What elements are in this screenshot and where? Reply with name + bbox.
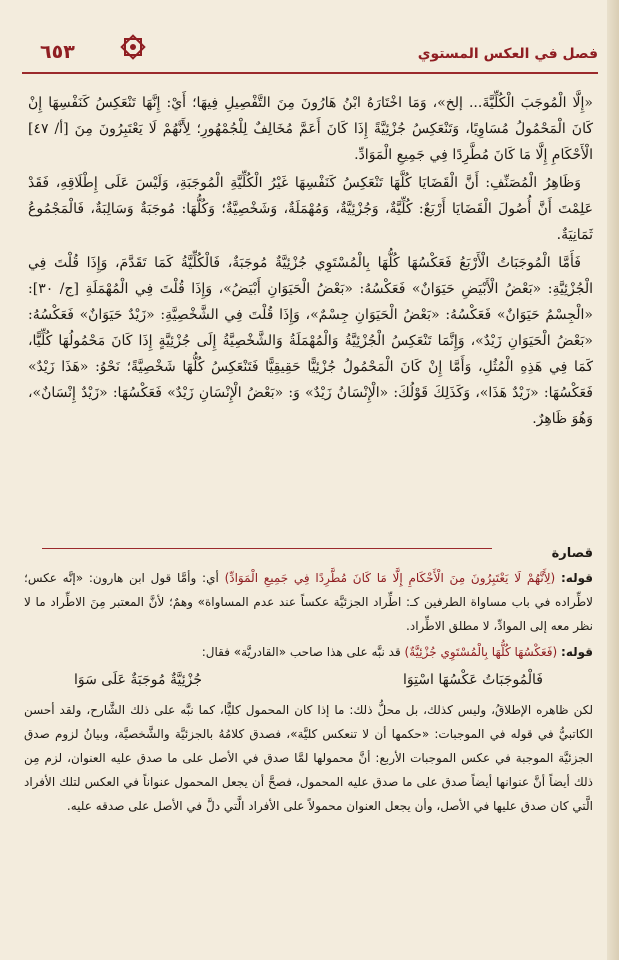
note-quote: (فَعَكْسُهَا كُلُّهَا بِالْمُسْتَوِي جُزْئِيَّةٌ)	[404, 645, 558, 659]
commentary-title: قصارة	[551, 546, 593, 561]
page-header	[22, 34, 598, 72]
note-quote: (لِأَنَّهُمْ لَا يَعْتَبِرُونَ مِنَ الْأَحْكَامِ إِلَّا مَا كَانَ مُطَّرِدًا فِي جَمِيعِ الْمَوَادِّ)	[224, 571, 556, 585]
chapter-title: فصل في العكس المستوي	[417, 46, 598, 62]
commentary-closing: لكن ظاهره الإطلاقُ، وليس كذلك، بل محلُّ ذلك: ما إذا كان المحمول كليًّا، كما نبَّه على ذلك الشَّارح، ولقد أحسن الكاتبيُّ في قوله في الموجبات: «حكمها أن لا تنعكس كليَّة»، فصدق كلامُهُ بالجزئيَّة والشَّخصيَّة، وبيانُ لزوم صدق الجزئيَّة الموجبة في عكس الموجبات الأربع: أنَّ محمولها لمَّا صدق في الأصل على ما صدق عليه العنوان، لزم مِن ذلك أيضاً أنَّ عنوانها أيضاً صدق على ما صدق عليه المحمول، فصحَّ أن يجعل المحمول عنواناً في العكس لتلك الأفراد الَّتي كان صدق عليها في الأصل، وأن يجعل العنوان محمولاً على الأفراد الَّتي دلَّ في الأصل على صدقه عليه.	[24, 703, 593, 813]
commentary-divider	[42, 548, 492, 549]
commentary-section	[24, 566, 593, 820]
verse-hemistich-left: جُزْئِيَّةٌ مُوجَبَةٌ عَلَى سَوَا	[74, 672, 202, 688]
main-paragraph-2: وَظَاهِرُ الْمُصَنِّفِ: أَنَّ الْقَضَايَا كُلَّهَا تَنْعَكِسُ كَنَفْسِهَا غَيْرُ الْكُلِّيَّةِ الْمُوجَبَةِ، وَلَيْسَ عَلَى إِطْلَاقِهِ، فَقَدْ عَلِمْتَ أَنَّ أُصُولَ الْقَضَايَا أَرْبَعٌ: كُلِّيَّةٌ، وَجُزْئِيَّةٌ، وَمُهْمَلَةٌ، وَشَخْصِيَّةٌ؛ وَكُلُّهَا: مُوجَبَةٌ وَسَالِبَةٌ، فَالْمَجْمُوعُ ثَمَانِيَةٌ.	[28, 175, 593, 243]
commentary-note-2	[24, 640, 593, 664]
main-paragraph-1: «إِلَّا الْمُوجَبَ الْكُلِّيَّةَ... إلخ»، وَمَا اخْتَارَهُ ابْنُ هَارُونَ مِنَ التَّفْصِيلِ فِيهَا؛ أَيْ: إِنَّهَا تَنْعَكِسُ كَنَفْسِهَا إِنْ كَانَ الْمَحْمُولُ مُسَاوِيًا، وَتَنْعَكِسُ جُزْئِيَّةً إِذَا كَانَ أَعَمَّ مُخَالِفٌ لِلْجُمْهُورِ؛ لِأَنَّهُمْ لَا يَعْتَبِرُونَ مِنَ [أ/ ٤٧] الْأَحْكَامِ إِلَّا مَا كَانَ مُطَّرِدًا فِي جَمِيعِ الْمَوَادِّ.	[28, 95, 593, 163]
page-edge	[607, 0, 619, 960]
note-label: قوله:	[561, 645, 593, 659]
commentary-note-1	[24, 566, 593, 638]
poem-verse	[74, 668, 543, 692]
note-label: قوله:	[561, 571, 593, 585]
header-divider	[22, 72, 598, 74]
page-number: ٦٥٣	[40, 41, 75, 63]
main-text	[28, 90, 593, 434]
ornament-icon	[120, 34, 146, 60]
verse-hemistich-right: فَالْمُوجَبَاتُ عَكْسُهَا اسْتِوَا	[402, 672, 543, 688]
note-text: قد نبَّه على هذا صاحب «القادريَّة» فقال:	[201, 645, 401, 659]
main-paragraph-3: فَأَمَّا الْمُوجَبَاتُ الْأَرْبَعُ فَعَكْسُهَا كُلُّهَا بِالْمُسْتَوِي جُزْئِيَّةٌ مُوجَبَةٌ، فَالْكُلِّيَّةُ كَمَا تَقَدَّمَ، وَإِذَا قُلْتَ فِي الْجُزْئِيَّةِ: «بَعْضُ الْأَبْيَضِ حَيَوَانٌ» فَعَكْسُهُ: «بَعْضُ الْحَيَوَانِ أَبْيَضُ»، وَإِذَا قُلْتَ فِي الْمُهْمَلَةِ [ج/ ٣٠]: «الْجِسْمُ حَيَوَانٌ» فَعَكْسُهُ: «بَعْضُ الْحَيَوَانِ جِسْمٌ»، وَإِذَا قُلْتَ فِي الشَّخْصِيَّةِ: «زَيْدٌ حَيَوَانٌ» فَعَكْسُهُ: «بَعْضُ الْحَيَوَانِ زَيْدٌ»، وَإِنَّمَا تَنْعَكِسُ الْجُزْئِيَّةُ وَالْمُهْمَلَةُ وَالشَّخْصِيَّةُ إِلَى جُزْئِيَّةٍ إِذَا كَانَ مَحْمُولُهَا كُلِّيًّا، كَمَا فِي هَذِهِ الْمُثُلِ، وَأَمَّا إِنْ كَانَ الْمَحْمُولُ جُزْئِيًّا حَقِيقِيًّا فَتَنْعَكِسُ كُلُّهَا شَخْصِيَّةً؛ نَحْوُ: «هَذَا زَيْدٌ» فَعَكْسُهَا: «زَيْدٌ هَذَا»، وَكَذَلِكَ قَوْلُكَ: «الْإِنْسَانُ زَيْدٌ» وَ: «بَعْضُ الْإِنْسَانِ زَيْدٌ» فَعَكْسُهَا: «زَيْدٌ إِنْسَانٌ»، وَهُوَ ظَاهِرٌ.	[28, 255, 593, 427]
note-text: أي: وأمَّا قول ابن هارون: «إنَّه عكس؛ لاطِّراده في باب مساواة الطرفين كـ: اطِّراد الجزئيَّة عكساً عند عدم المساواة» وهمٌ؛ لأنَّ المعتبر مِنَ الاطِّراد ما لا نظر معه إلى الموادِّ، لا مطلق الاطِّراد.	[24, 571, 593, 633]
